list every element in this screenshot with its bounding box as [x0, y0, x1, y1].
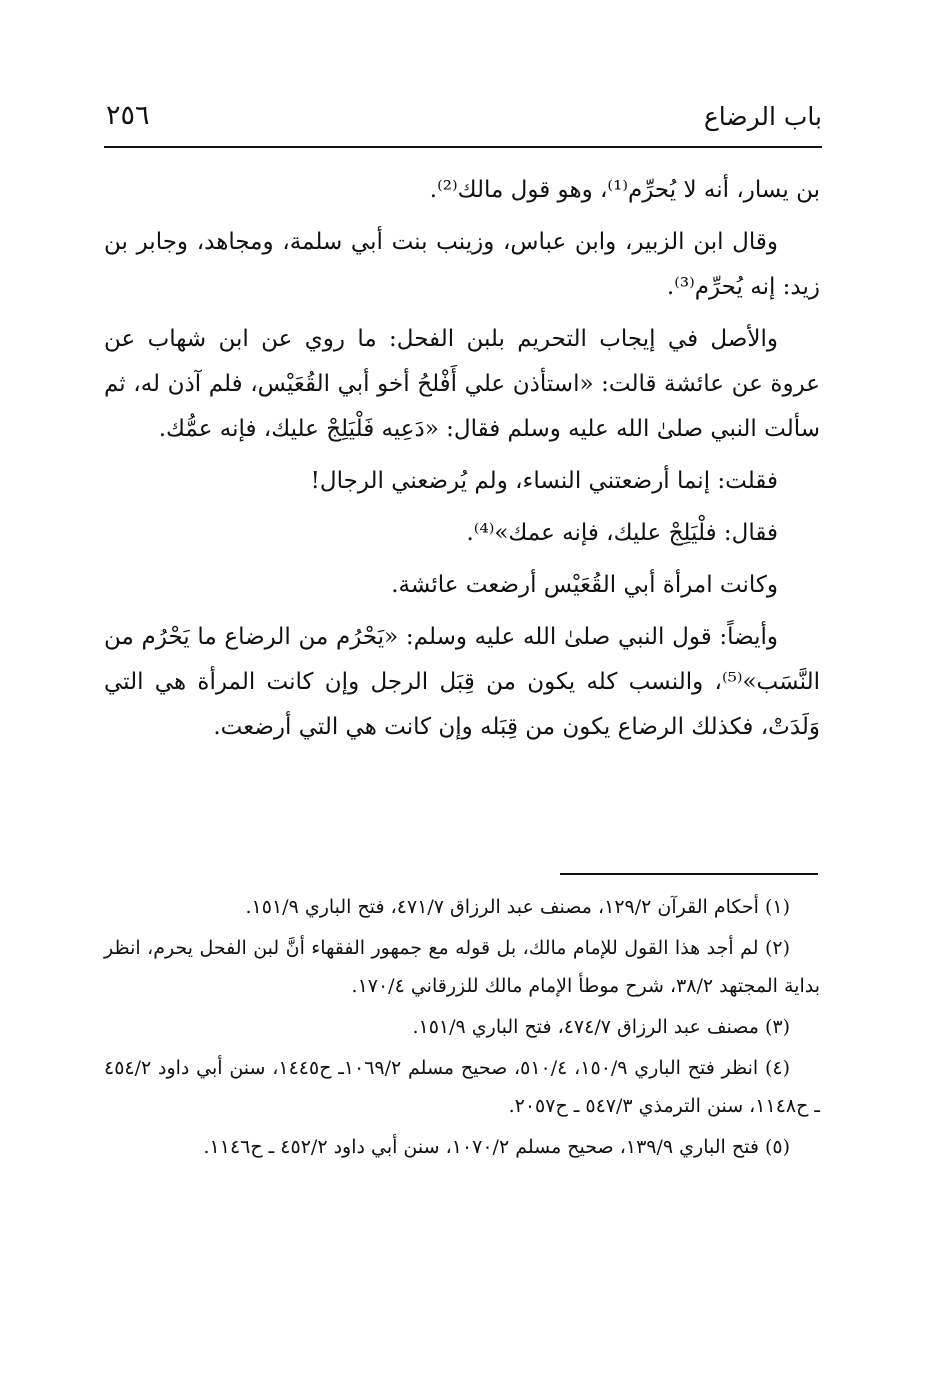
footnote: (١) أحكام القرآن ١٢٩/٢، مصنف عبد الرزاق ٤٧١/٧، فتح الباري ١٥١/٩.: [245, 896, 790, 918]
footnote: (٤) انظر فتح الباري ١٥٠/٩، ٥١٠/٤، صحيح مسلم ١٠٦٩/٢ـ ح١٤٤٥، سنن أبي داود ٤٥٤/٢ ـ ح١١٤٨، سنن الترمذي ٥٤٧/٣ ـ ح٢٠٥٧.: [104, 1057, 820, 1117]
running-header: [106, 96, 822, 140]
footnote: (٣) مصنف عبد الرزاق ٤٧٤/٧، فتح الباري ١٥١/٩.: [412, 1016, 790, 1038]
paragraph: فقال: فلْيَلِجْ عليك، فإنه عمك»⁽⁴⁾.: [466, 520, 778, 546]
paragraph: والأصل في إيجاب التحريم بلبن الفحل: ما روي عن ابن شهاب عن عروة عن عائشة قالت: «استأذن علي أَفْلحُ أخو أبي القُعَيْس، فلم آذن له، ثم سألت النبي صلىٰ الله عليه وسلم فقال: «دَعِيه فَلْيَلِجْ عليك، فإنه عمُّك.: [104, 326, 820, 442]
footnotes: [104, 888, 820, 1169]
paragraph: وأيضاً: قول النبي صلىٰ الله عليه وسلم: «يَحْرُم من الرضاع ما يَحْرُم من النَّسَب»⁽⁵⁾، والنسب كله يكون من قِبَل الرجل وإن كانت المرأة هي التي وَلَدَتْ، فكذلك الرضاع يكون من قِبَله وإن كانت هي التي أرضعت.: [104, 624, 820, 740]
page-number: ٢٥٦: [106, 100, 150, 131]
paragraph: وقال ابن الزبير، وابن عباس، وزينب بنت أبي سلمة، ومجاهد، وجابر بن زيد: إنه يُحرِّم⁽³⁾.: [104, 229, 820, 300]
footnote: (٥) فتح الباري ١٣٩/٩، صحيح مسلم ١٠٧٠/٢، سنن أبي داود ٤٥٢/٢ ـ ح١١٤٦.: [203, 1136, 790, 1158]
footnote: (٢) لم أجد هذا القول للإمام مالك، بل قوله مع جمهور الفقهاء أنَّ لبن الفحل يحرم، انظر بداية المجتهد ٣٨/٢، شرح موطأ الإمام مالك للزرقاني ١٧٠/٤.: [104, 937, 820, 997]
header-rule: [104, 146, 822, 148]
paragraph: فقلت: إنما أرضعتني النساء، ولم يُرضعني الرجال!: [310, 468, 778, 494]
footnote-rule: [560, 873, 818, 875]
paragraph: وكانت امرأة أبي القُعَيْس أرضعت عائشة.: [391, 572, 778, 598]
paragraph: بن يسار، أنه لا يُحرِّم⁽¹⁾، وهو قول مالك⁽²⁾.: [429, 177, 820, 203]
main-text: [104, 168, 820, 757]
chapter-title: باب الرضاع: [703, 102, 822, 131]
